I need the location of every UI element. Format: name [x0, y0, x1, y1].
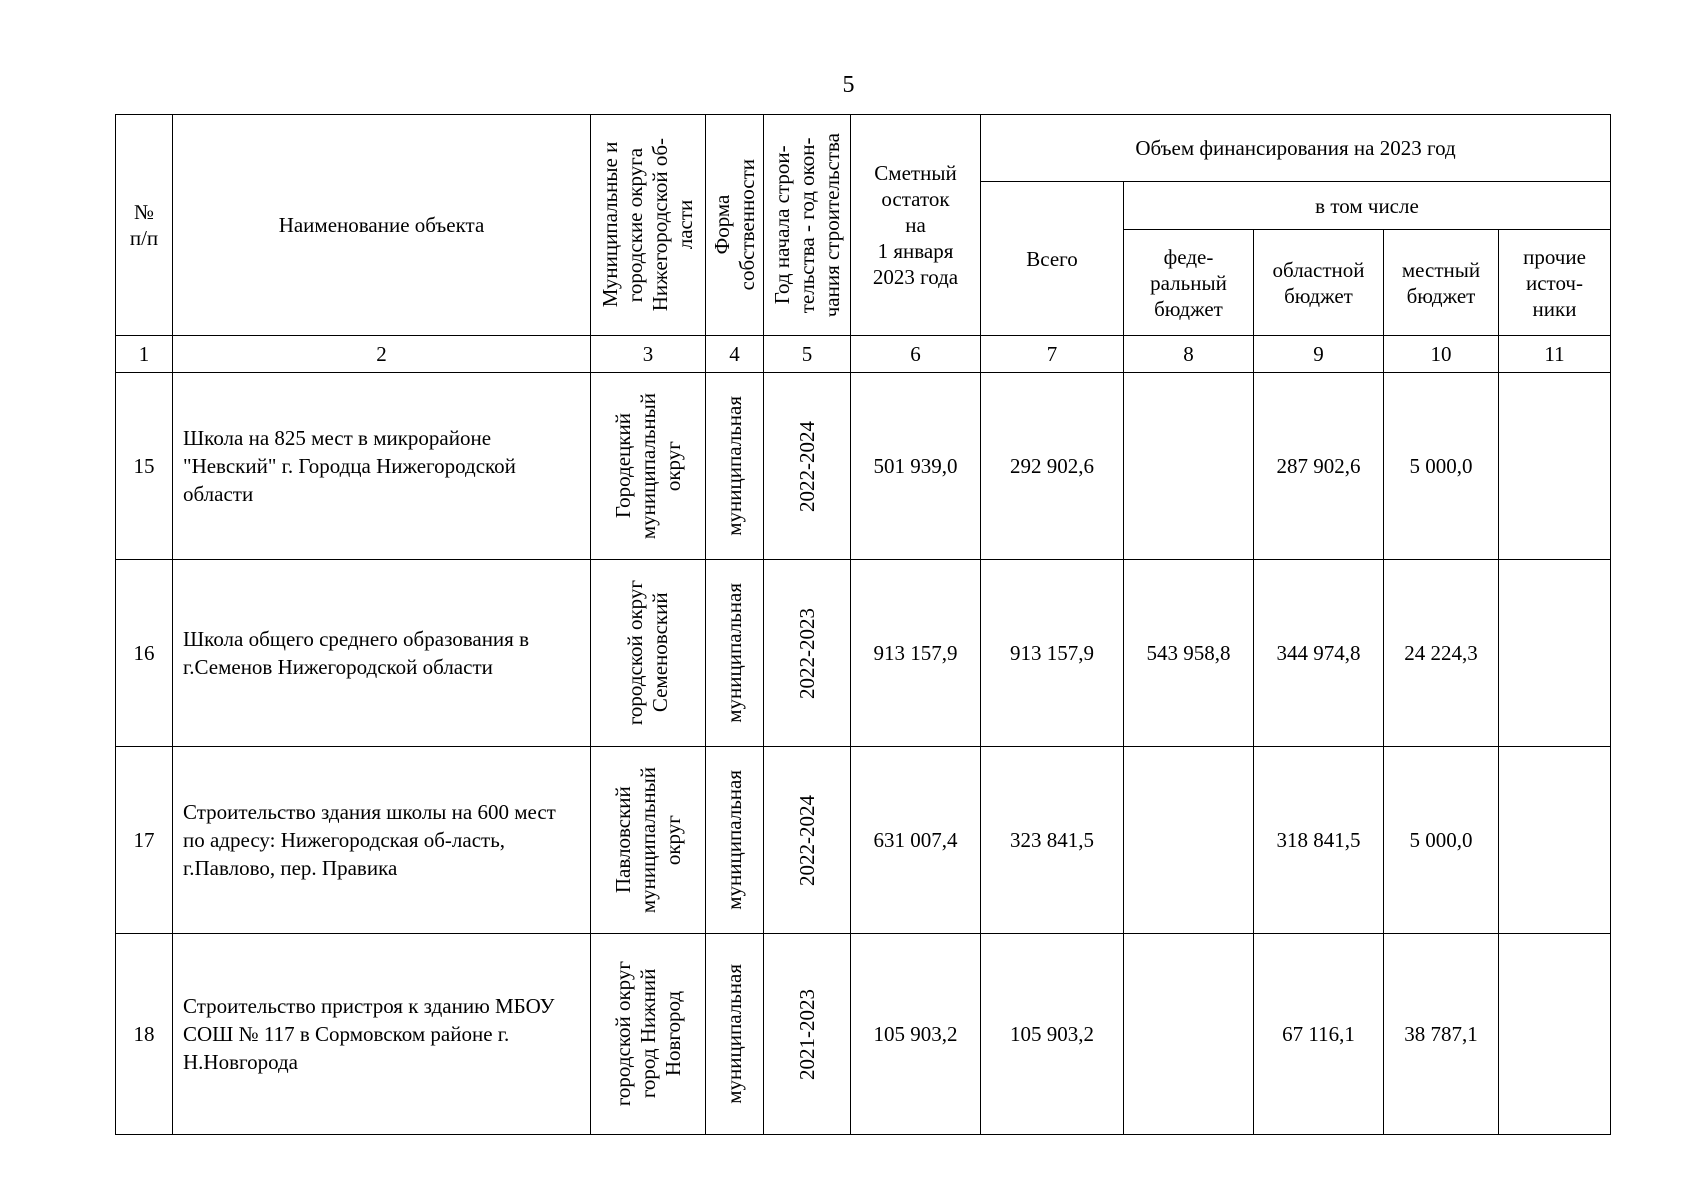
- header-estimate: Сметный остаток на 1 января 2023 года: [851, 115, 981, 336]
- municipality-cell: [591, 373, 706, 560]
- column-number: 8: [1124, 336, 1254, 373]
- regional-budget: 287 902,6: [1254, 373, 1384, 560]
- table-row: [116, 560, 1611, 747]
- table-row: [116, 747, 1611, 934]
- federal-budget: [1124, 934, 1254, 1135]
- ownership: муниципальная: [722, 583, 746, 723]
- other-sources: [1499, 747, 1611, 934]
- header-years: [764, 115, 851, 336]
- municipality-cell: [591, 747, 706, 934]
- header-object-name: Наименование объекта: [173, 115, 591, 336]
- header-ownership-label: Форма собственности: [709, 159, 759, 291]
- header-row-number: № п/п: [116, 115, 173, 336]
- table-row: [116, 934, 1611, 1135]
- column-number: 11: [1499, 336, 1611, 373]
- column-number: 1: [116, 336, 173, 373]
- row-number: 17: [116, 747, 173, 934]
- row-number: 15: [116, 373, 173, 560]
- header-total: Всего: [981, 182, 1124, 336]
- header-funding-title: Объем финансирования на 2023 год: [981, 115, 1611, 182]
- municipality: Павловский муниципальный округ: [610, 766, 685, 914]
- federal-budget: [1124, 747, 1254, 934]
- column-number: 10: [1384, 336, 1499, 373]
- total-funding: 105 903,2: [981, 934, 1124, 1135]
- ownership-cell: [706, 373, 764, 560]
- column-number: 2: [173, 336, 591, 373]
- municipality: городской округ Семеновский: [623, 580, 672, 726]
- construction-years: 2022-2024: [794, 420, 819, 512]
- header-ownership: [706, 115, 764, 336]
- local-budget: 24 224,3: [1384, 560, 1499, 747]
- header-other: прочие источ- ники: [1499, 230, 1611, 336]
- ownership: муниципальная: [722, 770, 746, 910]
- years-cell: [764, 934, 851, 1135]
- ownership-cell: [706, 934, 764, 1135]
- estimate-balance: 105 903,2: [851, 934, 981, 1135]
- regional-budget: 318 841,5: [1254, 747, 1384, 934]
- column-number: 4: [706, 336, 764, 373]
- municipality-cell: [591, 934, 706, 1135]
- header-local: местный бюджет: [1384, 230, 1499, 336]
- other-sources: [1499, 560, 1611, 747]
- ownership: муниципальная: [722, 396, 746, 536]
- estimate-balance: 913 157,9: [851, 560, 981, 747]
- row-number: 18: [116, 934, 173, 1135]
- federal-budget: 543 958,8: [1124, 560, 1254, 747]
- header-municipality: [591, 115, 706, 336]
- local-budget: 38 787,1: [1384, 934, 1499, 1135]
- header-regional: областной бюджет: [1254, 230, 1384, 336]
- estimate-balance: 631 007,4: [851, 747, 981, 934]
- years-cell: [764, 747, 851, 934]
- years-cell: [764, 373, 851, 560]
- column-number-row: [116, 336, 1611, 373]
- regional-budget: 344 974,8: [1254, 560, 1384, 747]
- other-sources: [1499, 934, 1611, 1135]
- column-number: 6: [851, 336, 981, 373]
- construction-years: 2022-2023: [794, 607, 819, 699]
- column-number: 5: [764, 336, 851, 373]
- column-number: 9: [1254, 336, 1384, 373]
- ownership: муниципальная: [722, 964, 746, 1104]
- row-number: 16: [116, 560, 173, 747]
- object-name: Школа общего среднего образования в г.Семенов Нижегородской области: [173, 560, 591, 747]
- municipality: Городецкий муниципальный округ: [610, 392, 685, 540]
- header-municipality-label: Муниципальные и городские округа Нижегородской об- ласти: [598, 138, 697, 312]
- ownership-cell: [706, 560, 764, 747]
- object-name: Строительство здания школы на 600 мест по адресу: Нижегородская об-ласть, г.Павлово, пер. Правика: [173, 747, 591, 934]
- construction-years: 2021-2023: [794, 988, 819, 1080]
- municipality: городской округ город Нижний Новгород: [610, 961, 685, 1107]
- other-sources: [1499, 373, 1611, 560]
- local-budget: 5 000,0: [1384, 373, 1499, 560]
- column-number: 3: [591, 336, 706, 373]
- table-row: [116, 373, 1611, 560]
- page-number: 5: [842, 72, 855, 98]
- years-cell: [764, 560, 851, 747]
- object-name: Школа на 825 мест в микрорайоне "Невский" г. Городца Нижегородской области: [173, 373, 591, 560]
- ownership-cell: [706, 747, 764, 934]
- total-funding: 292 902,6: [981, 373, 1124, 560]
- total-funding: 913 157,9: [981, 560, 1124, 747]
- federal-budget: [1124, 373, 1254, 560]
- object-name: Строительство пристроя к зданию МБОУ СОШ № 117 в Сормовском районе г. Н.Новгорода: [173, 934, 591, 1135]
- header-years-label: Год начала строи- тельства - год окон- чания строительства: [769, 132, 844, 318]
- header-federal: феде- ральный бюджет: [1124, 230, 1254, 336]
- header-including: в том числе: [1124, 182, 1611, 230]
- estimate-balance: 501 939,0: [851, 373, 981, 560]
- municipality-cell: [591, 560, 706, 747]
- construction-years: 2022-2024: [794, 794, 819, 886]
- construction-funding-table: [115, 114, 1611, 1135]
- local-budget: 5 000,0: [1384, 747, 1499, 934]
- regional-budget: 67 116,1: [1254, 934, 1384, 1135]
- column-number: 7: [981, 336, 1124, 373]
- total-funding: 323 841,5: [981, 747, 1124, 934]
